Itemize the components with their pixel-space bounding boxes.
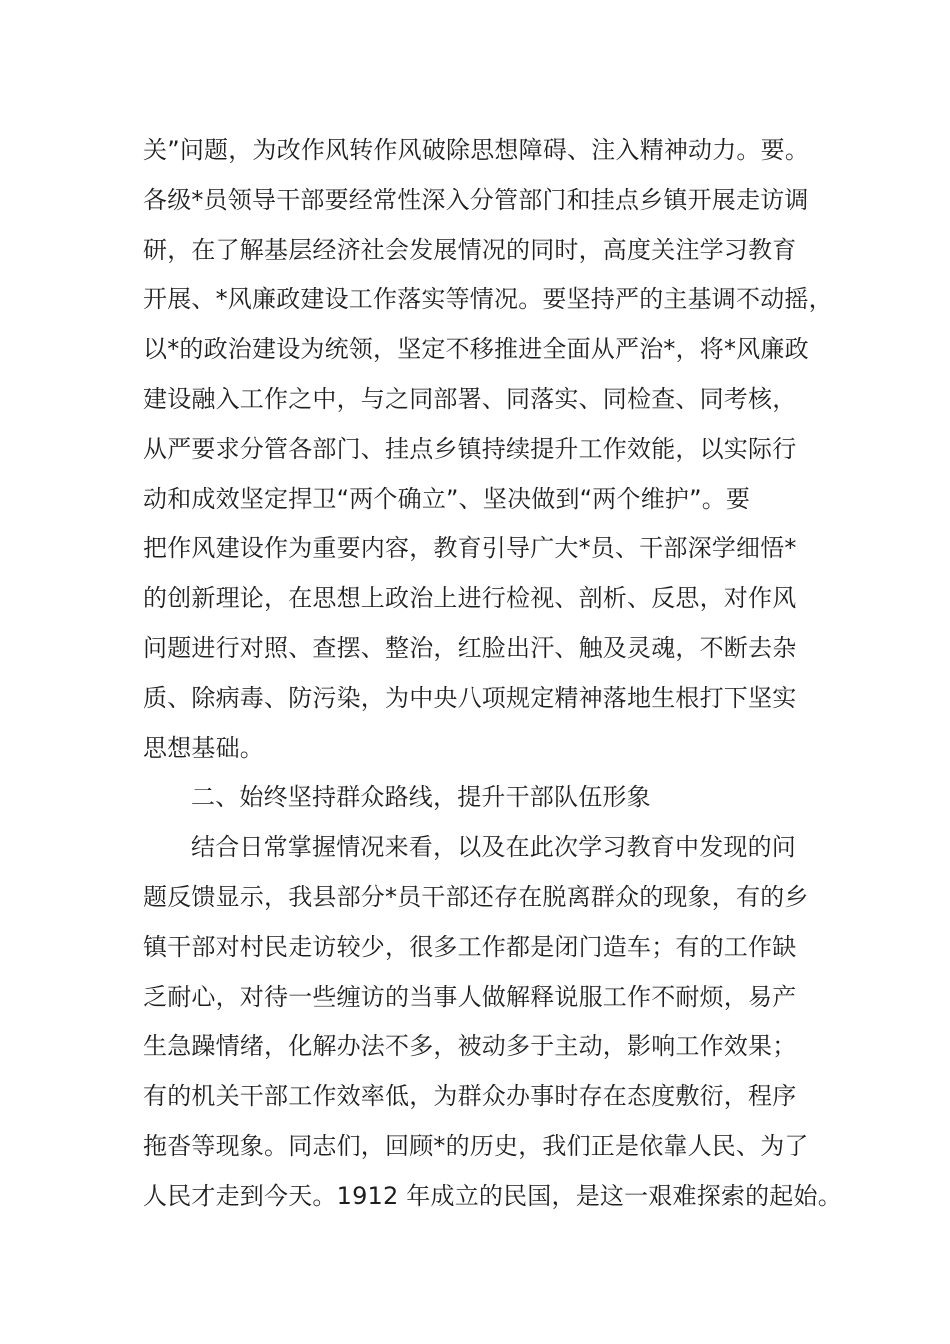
text-line: 题反馈显示，我县部分*员干部还存在脱离群众的现象，有的乡 xyxy=(143,882,809,911)
text-line: 动和成效坚定捍卫“两个确立”、坚决做到“两个维护”。要 xyxy=(143,484,751,513)
text-line: 拖沓等现象。同志们，回顾*的历史，我们正是依靠人民、为了 xyxy=(143,1131,809,1160)
text-line: 人民才走到今天。1912 年成立的民国，是这一艰难探索的起始。 xyxy=(143,1181,842,1210)
text-line: 镇干部对村民走访较少，很多工作都是闭门造车；有的工作缺 xyxy=(143,932,797,961)
text-line: 以*的政治建设为统领，坚定不移推进全面从严治*，将*风廉政 xyxy=(143,335,809,364)
text-line: 建设融入工作之中，与之同部署、同落实、同检查、同考核， xyxy=(143,384,797,413)
text-line: 关”问题，为改作风转作风破除思想障碍、注入精神动力。要。 xyxy=(143,136,810,164)
paragraph-first-line: 结合日常掌握情况来看，以及在此次学习教育中发现的问 xyxy=(191,833,796,862)
text-line: 把作风建设作为重要内容，教育引导广大*员、干部深学细悟* xyxy=(143,534,797,563)
text-line: 研，在了解基层经济社会发展情况的同时，高度关注学习教育 xyxy=(143,235,797,264)
text-line: 思想基础。 xyxy=(143,733,264,762)
text-line: 从严要求分管各部门、挂点乡镇持续提升工作效能，以实际行 xyxy=(143,434,797,463)
text-line: 各级*员领导干部要经常性深入分管部门和挂点乡镇开展走访调 xyxy=(143,185,809,214)
text-line: 生急躁情绪，化解办法不多，被动多于主动，影响工作效果； xyxy=(143,1032,797,1061)
text-line: 的创新理论，在思想上政治上进行检视、剖析、反思，对作风 xyxy=(143,584,797,613)
text-line: 乏耐心，对待一些缠访的当事人做解释说服工作不耐烦，易产 xyxy=(143,982,797,1011)
section-heading: 二、始终坚持群众路线，提升干部队伍形象 xyxy=(191,783,651,812)
text-line: 开展、*风廉政建设工作落实等情况。要坚持严的主基调不动摇， xyxy=(143,285,833,314)
text-line: 问题进行对照、查摆、整治，红脸出汗、触及灵魂，不断去杂 xyxy=(143,633,797,662)
text-line: 有的机关干部工作效率低，为群众办事时存在态度敷衍，程序 xyxy=(143,1082,797,1111)
body-text xyxy=(143,126,843,1222)
text-line: 质、除病毒、防污染，为中央八项规定精神落地生根打下坚实 xyxy=(143,683,797,712)
